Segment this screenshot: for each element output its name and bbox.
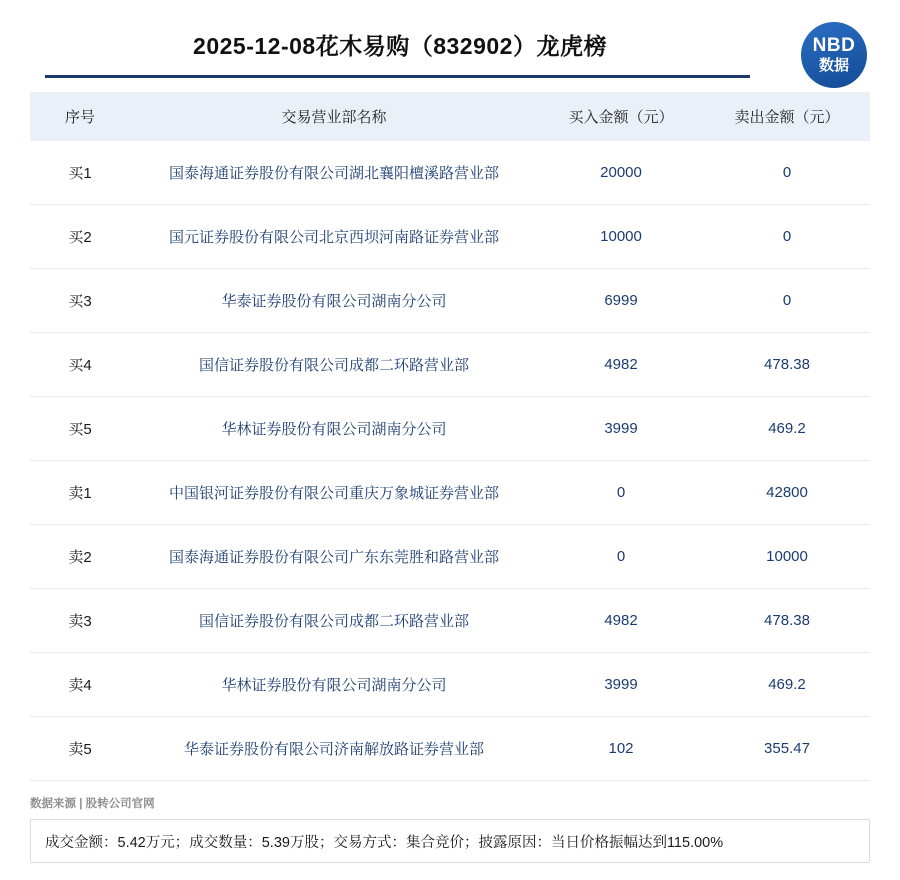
row-sell-amount: 10000 xyxy=(704,525,870,589)
row-sell-amount: 478.38 xyxy=(704,333,870,397)
table-row xyxy=(30,269,870,333)
row-branch-name: 华林证券股份有限公司湖南分公司 xyxy=(130,397,538,461)
table-row xyxy=(30,397,870,461)
row-buy-amount: 10000 xyxy=(538,205,704,269)
row-buy-amount: 3999 xyxy=(538,397,704,461)
row-sell-amount: 0 xyxy=(704,269,870,333)
row-index: 卖4 xyxy=(30,653,130,717)
row-sell-amount: 355.47 xyxy=(704,717,870,781)
table-container xyxy=(0,92,900,781)
row-buy-amount: 3999 xyxy=(538,653,704,717)
row-sell-amount: 0 xyxy=(704,205,870,269)
column-header-sell-amount: 卖出金额（元） xyxy=(704,92,870,141)
row-index: 卖1 xyxy=(30,461,130,525)
row-index: 卖5 xyxy=(30,717,130,781)
row-branch-name: 华林证券股份有限公司湖南分公司 xyxy=(130,653,538,717)
row-buy-amount: 20000 xyxy=(538,141,704,205)
row-buy-amount: 102 xyxy=(538,717,704,781)
row-sell-amount: 0 xyxy=(704,141,870,205)
table-header-row xyxy=(30,92,870,141)
column-header-branch-name: 交易营业部名称 xyxy=(130,92,538,141)
page-header xyxy=(0,0,900,92)
row-branch-name: 华泰证券股份有限公司济南解放路证券营业部 xyxy=(130,717,538,781)
table-row xyxy=(30,525,870,589)
table-row xyxy=(30,717,870,781)
data-source-label: 数据来源 | 股转公司官网 xyxy=(30,798,155,810)
row-index: 卖3 xyxy=(30,589,130,653)
row-index: 买5 xyxy=(30,397,130,461)
logo-bottom-text: 数据 xyxy=(818,57,849,75)
table-row xyxy=(30,333,870,397)
summary-note-box xyxy=(30,819,870,863)
row-sell-amount: 469.2 xyxy=(704,397,870,461)
lhb-table xyxy=(30,92,870,781)
logo-top-text: NBD xyxy=(812,35,856,57)
row-branch-name: 国泰海通证券股份有限公司湖北襄阳檀溪路营业部 xyxy=(130,141,538,205)
table-row xyxy=(30,141,870,205)
row-sell-amount: 478.38 xyxy=(704,589,870,653)
table-row xyxy=(30,653,870,717)
row-branch-name: 华泰证券股份有限公司湖南分公司 xyxy=(130,269,538,333)
table-row xyxy=(30,205,870,269)
row-sell-amount: 42800 xyxy=(704,461,870,525)
title-divider xyxy=(45,75,750,78)
row-index: 买2 xyxy=(30,205,130,269)
row-branch-name: 国信证券股份有限公司成都二环路营业部 xyxy=(130,333,538,397)
row-buy-amount: 4982 xyxy=(538,589,704,653)
row-branch-name: 国信证券股份有限公司成都二环路营业部 xyxy=(130,589,538,653)
row-index: 卖2 xyxy=(30,525,130,589)
row-branch-name: 中国银河证券股份有限公司重庆万象城证券营业部 xyxy=(130,461,538,525)
row-buy-amount: 6999 xyxy=(538,269,704,333)
row-sell-amount: 469.2 xyxy=(704,653,870,717)
page-title: 2025-12-08花木易购（832902）龙虎榜 xyxy=(193,33,607,59)
row-buy-amount: 0 xyxy=(538,525,704,589)
row-buy-amount: 4982 xyxy=(538,333,704,397)
summary-note-text: 成交金额：5.42万元；成交数量：5.39万股；交易方式：集合竞价；披露原因：当日价格振幅达到115.00% xyxy=(45,834,724,851)
row-index: 买1 xyxy=(30,141,130,205)
nbd-logo xyxy=(801,22,867,88)
row-index: 买3 xyxy=(30,269,130,333)
row-branch-name: 国元证券股份有限公司北京西坝河南路证券营业部 xyxy=(130,205,538,269)
table-row xyxy=(30,589,870,653)
row-buy-amount: 0 xyxy=(538,461,704,525)
column-header-index: 序号 xyxy=(30,92,130,141)
row-index: 买4 xyxy=(30,333,130,397)
table-row xyxy=(30,461,870,525)
column-header-buy-amount: 买入金额（元） xyxy=(538,92,704,141)
row-branch-name: 国泰海通证券股份有限公司广东东莞胜和路营业部 xyxy=(130,525,538,589)
